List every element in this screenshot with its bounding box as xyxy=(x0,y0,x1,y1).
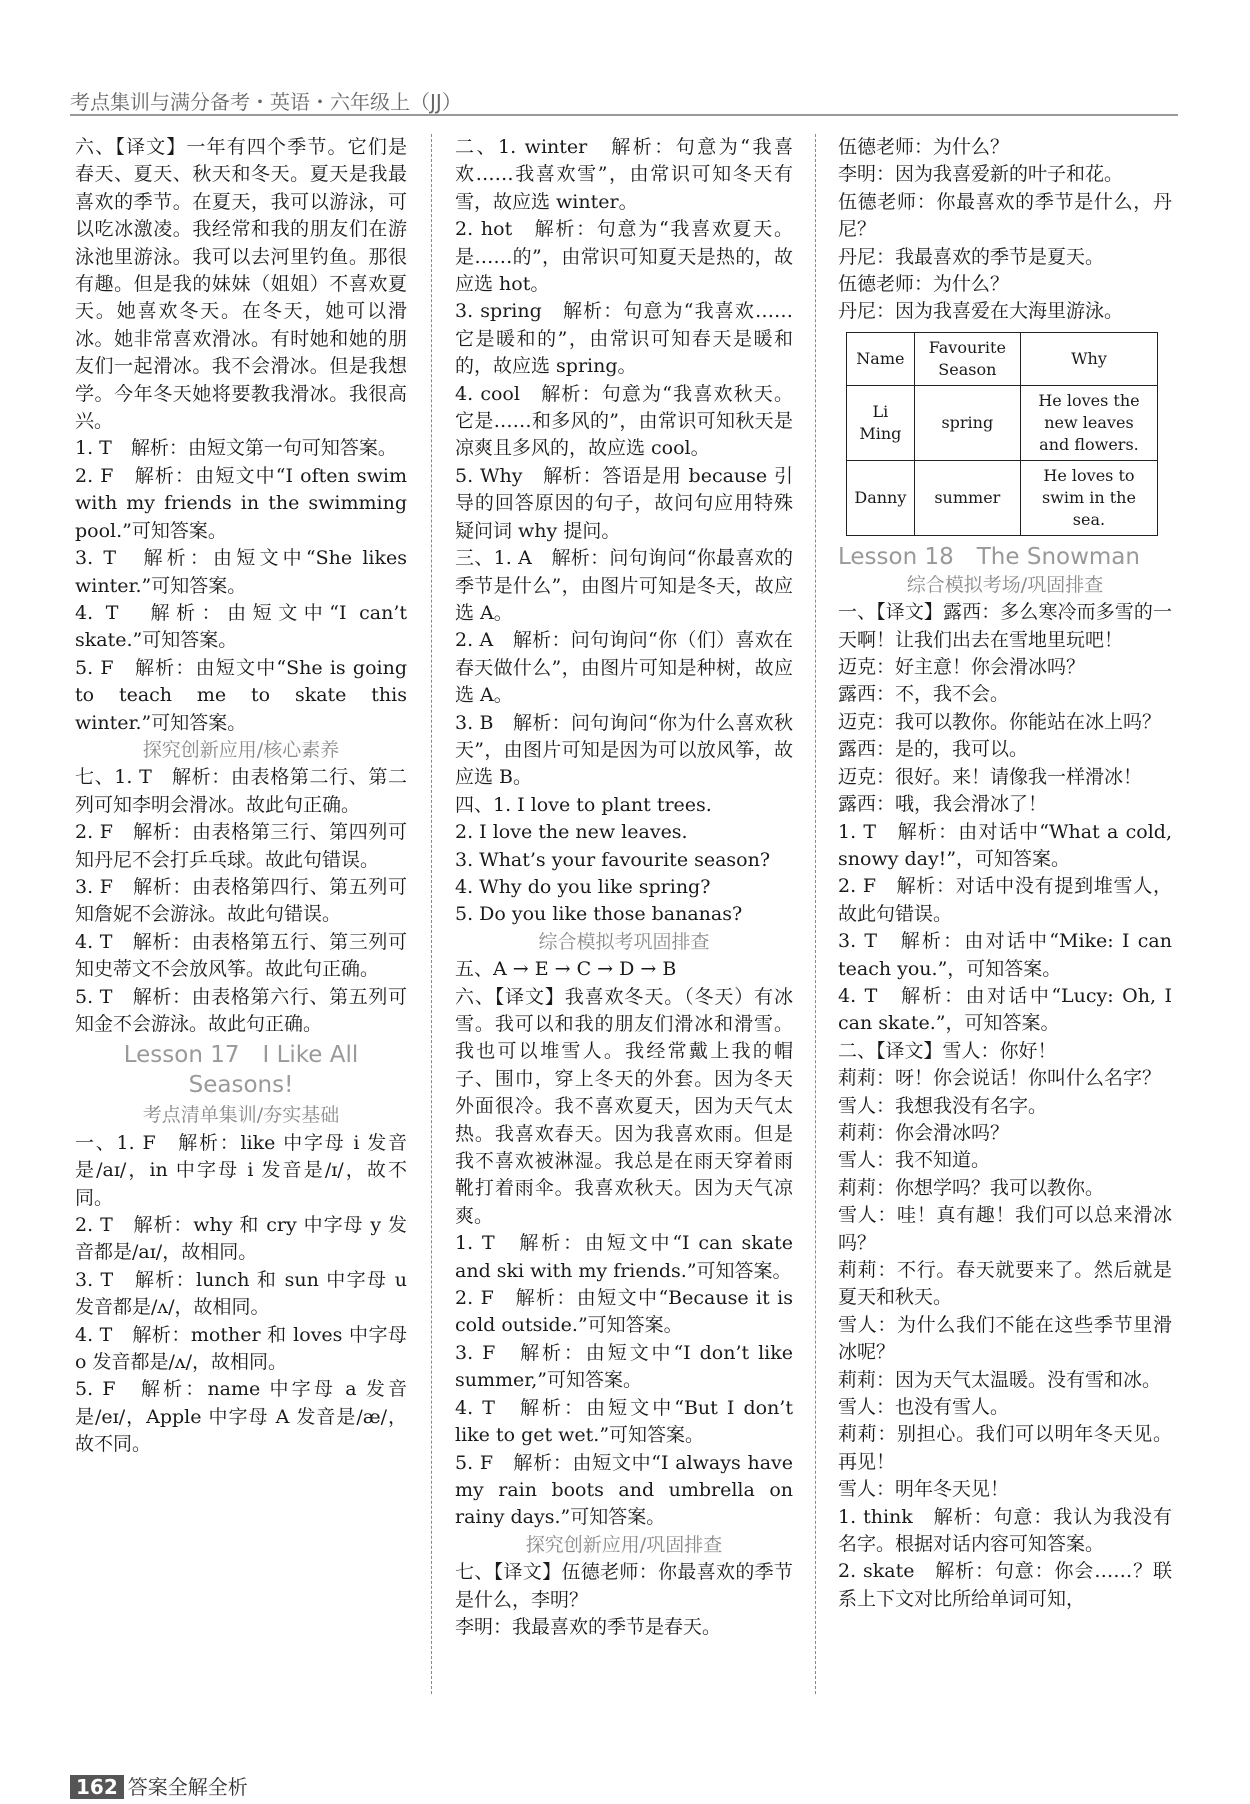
table-header: Name xyxy=(847,332,915,385)
dialogue-line: 露西：哦，我会滑冰了！ xyxy=(838,793,1048,816)
answer-item: 2. F 解析：由短文中“I often swim with my friends in the swimming pool.”可知答案。 xyxy=(75,464,407,542)
answer-item: 四、1. I love to plant trees. xyxy=(455,793,712,816)
answer-item: 4. T 解析：mother 和 loves 中字母 o 发音都是/ʌ/，故相同。 xyxy=(75,1323,407,1374)
section-subheading: 探究创新应用/核心素养 xyxy=(142,738,340,761)
table-cell: He loves to swim in the sea. xyxy=(1020,460,1157,535)
answer-item: 2. F 解析：由表格第三行、第四列可知丹尼不会打乒乓球。故此句错误。 xyxy=(75,821,407,871)
answer-item: 4. T 解析：由短文中“But I don’t like to get wet.”可知答案。 xyxy=(455,1396,793,1447)
dialogue-line: 莉莉：你会滑冰吗？ xyxy=(838,1121,1010,1144)
table-header: Favourite Season xyxy=(914,332,1020,385)
lesson-heading: Lesson 17 I Like All Seasons! xyxy=(123,1042,359,1099)
page-footer xyxy=(70,1771,248,1800)
answer-item: 3. F 解析：由表格第四行、第五列可知詹妮不会游泳。故此句错误。 xyxy=(75,875,407,926)
section-subheading: 综合模拟考场/巩固排查 xyxy=(906,573,1104,596)
table-cell: summer xyxy=(914,460,1020,535)
footer-label: 答案全解全析 xyxy=(127,1775,248,1799)
answer-item: 1. think 解析：句意：我认为我没有名字。根据对话内容可知答案。 xyxy=(838,1505,1172,1556)
answer-item: 3. spring 解析：句意为“我喜欢……它是暖和的”，由常识可知春天是暖和的，故应选 spring。 xyxy=(455,300,793,378)
page-number: 162 xyxy=(70,1775,124,1799)
table-cell: spring xyxy=(914,385,1020,460)
dialogue-line: 莉莉：因为天气太温暖。没有雪和冰。 xyxy=(838,1368,1162,1391)
dialogue-line: 迈克：好主意！你会滑冰吗？ xyxy=(838,656,1086,679)
table-row xyxy=(847,385,1158,460)
answer-item: 1. T 解析：由短文第一句可知答案。 xyxy=(75,437,397,460)
answer-item: 二、1. winter 解析：句意为“我喜欢……我喜欢雪”，由常识可知冬天有雪，故应选 winter。 xyxy=(455,136,793,213)
dialogue-line: 雪人：也没有雪人。 xyxy=(838,1396,1010,1419)
table-cell: He loves the new leaves and flowers. xyxy=(1020,385,1157,460)
answer-item: 七、1. T 解析：由表格第二行、第二列可知李明会滑冰。故此句正确。 xyxy=(75,766,407,816)
answer-item: 2. T 解析：why 和 cry 中字母 y 发音都是/aɪ/，故相同。 xyxy=(75,1214,407,1264)
answer-item: 三、1. A 解析：问句询问“你最喜欢的季节是什么”，由图片可知是冬天，故应选 A。 xyxy=(455,547,793,624)
dialogue-line: 露西：不，我不会。 xyxy=(838,683,1010,706)
answer-item: 五、A → E → C → D → B xyxy=(455,958,677,981)
answer-item: 3. What’s your favourite season? xyxy=(455,848,771,871)
section-subheading: 探究创新应用/巩固排查 xyxy=(525,1533,723,1556)
answer-item: 2. skate 解析：句意：你会……？联系上下文对比所给单词可知， xyxy=(838,1560,1172,1610)
section-subheading: 考点清单集训/夯实基础 xyxy=(142,1104,340,1127)
header-rule xyxy=(70,114,1178,116)
section-subheading: 综合模拟考巩固排查 xyxy=(538,930,710,953)
answer-item: 3. T 解析：由对话中“Mike: I can teach you.”，可知答案。 xyxy=(838,930,1172,980)
answer-item: 2. F 解析：由短文中“Because it is cold outside.”可知答案。 xyxy=(455,1287,793,1337)
lesson-heading: Lesson 18 The Snowman xyxy=(838,543,1140,570)
answer-item: 5. F 解析：name 中字母 a 发音是/eɪ/，Apple 中字母 A 发音是/æ/，故不同。 xyxy=(75,1378,407,1456)
dialogue-line: 雪人：为什么我们不能在这些季节里滑冰呢？ xyxy=(838,1313,1172,1364)
dialogue-line: 莉莉：别担心。我们可以明年冬天见。再见！ xyxy=(838,1423,1172,1473)
column-3 xyxy=(838,134,1172,1613)
answer-item: 一、1. F 解析：like 中字母 i 发音是/aɪ/，in 中字母 i 发音是/ɪ/，故不同。 xyxy=(75,1131,407,1209)
dialogue-line: 雪人：我想我没有名字。 xyxy=(838,1094,1048,1117)
table-header: Why xyxy=(1020,332,1157,385)
answer-item: 3. T 解析：由短文中“She likes winter.”可知答案。 xyxy=(75,547,407,597)
dialogue-line: 伍德老师：为什么？ xyxy=(838,136,1010,158)
dialogue-line: 李明：因为我喜爱新的叶子和花。 xyxy=(838,163,1124,186)
dialogue-line: 迈克：很好。来！请像我一样滑冰！ xyxy=(838,765,1143,788)
dialogue-line: 莉莉：不行。春天就要来了。然后就是夏天和秋天。 xyxy=(838,1259,1172,1309)
table-header-row xyxy=(847,332,1158,385)
dialogue-line: 雪人：哇！真有趣！我们可以总来滑冰吗？ xyxy=(838,1204,1172,1254)
answer-item: 5. F 解析：由短文中“I always have my rain boots and umbrella on rainy days.”可知答案。 xyxy=(455,1451,793,1529)
answer-item: 2. I love the new leaves. xyxy=(455,821,688,844)
column-2 xyxy=(455,134,793,1641)
answer-item: 5. F 解析：由短文中“She is going to teach me to skate this winter.”可知答案。 xyxy=(75,656,407,734)
dialogue-line: 雪人：明年冬天见！ xyxy=(838,1478,1010,1501)
dialogue-line: 丹尼：因为我喜爱在大海里游泳。 xyxy=(838,300,1124,323)
answer-item: 六、【译文】一年有四个季节。它们是春天、夏天、秋天和冬天。夏天是我最喜欢的季节。在夏天，我可以游泳，可以吃冰激凌。我经常和我的朋友们在游泳池里游泳。我可以去河里钓鱼。那很有趣。但是我的妹妹（姐姐）不喜欢夏天。她喜欢冬天。在冬天，她可以滑冰。她非常喜欢滑冰。有时她和她的朋友们一起滑冰。我不会滑冰。但是我想学。今年冬天她将要教我滑冰。我很高兴。 xyxy=(75,136,407,433)
answer-item: 1. T 解析：由短文中“I can skate and ski with my friends.”可知答案。 xyxy=(455,1232,793,1282)
answer-item: 3. B 解析：问句询问“你为什么喜欢秋天”，由图片可知是因为可以放风筝，故应选 B。 xyxy=(455,711,793,789)
answer-item: 4. Why do you like spring? xyxy=(455,875,711,898)
dialogue-line: 丹尼：我最喜欢的季节是夏天。 xyxy=(838,245,1105,268)
answer-item: 5. Do you like those bananas? xyxy=(455,903,743,926)
answer-item: 3. F 解析：由短文中“I don’t like summer,”可知答案。 xyxy=(455,1341,793,1392)
answer-item: 六、【译文】我喜欢冬天。（冬天）有冰雪。我可以和我的朋友们滑冰和滑雪。我也可以堆雪人。我经常戴上我的帽子、围巾，穿上冬天的外套。因为冬天外面很冷。我不喜欢夏天，因为天气太热。我喜欢春天。因为我喜欢雨。但是我不喜欢被淋湿。我总是在雨天穿着雨靴打着雨伞。我喜欢秋天。因为天气凉爽。 xyxy=(455,985,793,1227)
answer-item: 2. hot 解析：句意为“我喜欢夏天。是……的”，由常识可知夏天是热的，故应选 hot。 xyxy=(455,218,793,296)
dialogue-line: 伍德老师：你最喜欢的季节是什么，丹尼？ xyxy=(838,190,1172,241)
dialogue-line: 迈克：我可以教你。你能站在冰上吗？ xyxy=(838,710,1162,733)
answer-item: 4. T 解析：由表格第五行、第三列可知史蒂文不会放风筝。故此句正确。 xyxy=(75,930,407,981)
table-cell: Danny xyxy=(847,460,915,535)
answer-item: 2. A 解析：问句询问“你（们）喜欢在春天做什么”，由图片可知是种树，故应选 A。 xyxy=(455,629,793,707)
running-header: 考点集训与满分备考・英语・六年级上（JJ） xyxy=(70,90,462,114)
answer-item: 二、【译文】雪人：你好！ xyxy=(838,1039,1057,1062)
answer-item: 一、【译文】露西：多么寒冷而多雪的一天啊！让我们出去在雪地里玩吧！ xyxy=(838,601,1172,651)
answer-item: 4. T 解析：由短文中“I can’t skate.”可知答案。 xyxy=(75,601,407,652)
dialogue-line: 雪人：我不知道。 xyxy=(838,1149,991,1172)
answer-table xyxy=(846,332,1158,536)
column-divider xyxy=(815,134,816,1694)
answer-item: 3. T 解析：lunch 和 sun 中字母 u 发音都是/ʌ/，故相同。 xyxy=(75,1268,407,1319)
answer-item: 4. T 解析：由对话中“Lucy: Oh, I can skate.”，可知答案。 xyxy=(838,984,1172,1035)
dialogue-line: 露西：是的，我可以。 xyxy=(838,738,1029,761)
column-1 xyxy=(75,134,407,1459)
answer-item: 5. T 解析：由表格第六行、第五列可知金不会游泳。故此句正确。 xyxy=(75,985,407,1035)
table-cell: Li Ming xyxy=(847,385,915,460)
answer-item: 李明：我最喜欢的季节是春天。 xyxy=(455,1615,722,1638)
answer-item: 七、【译文】伍德老师：你最喜欢的季节是什么，李明？ xyxy=(455,1561,793,1611)
column-divider xyxy=(431,134,432,1694)
answer-item: 1. T 解析：由对话中“What a cold, snowy day!”，可知答案。 xyxy=(838,820,1172,870)
dialogue-line: 莉莉：呀！你会说话！你叫什么名字？ xyxy=(838,1067,1162,1090)
answer-item: 4. cool 解析：句意为“我喜欢秋天。它是……和多风的”，由常识可知秋天是凉爽且多风的，故应选 cool。 xyxy=(455,382,793,460)
dialogue-line: 莉莉：你想学吗？我可以教你。 xyxy=(838,1176,1105,1199)
dialogue-line: 伍德老师：为什么？ xyxy=(838,273,1010,296)
answer-item: 5. Why 解析：答语是用 because 引导的回答原因的句子，故问句应用特殊疑问词 why 提问。 xyxy=(455,464,793,542)
answer-item: 2. F 解析：对话中没有提到堆雪人，故此句错误。 xyxy=(838,875,1172,925)
table-row xyxy=(847,460,1158,535)
